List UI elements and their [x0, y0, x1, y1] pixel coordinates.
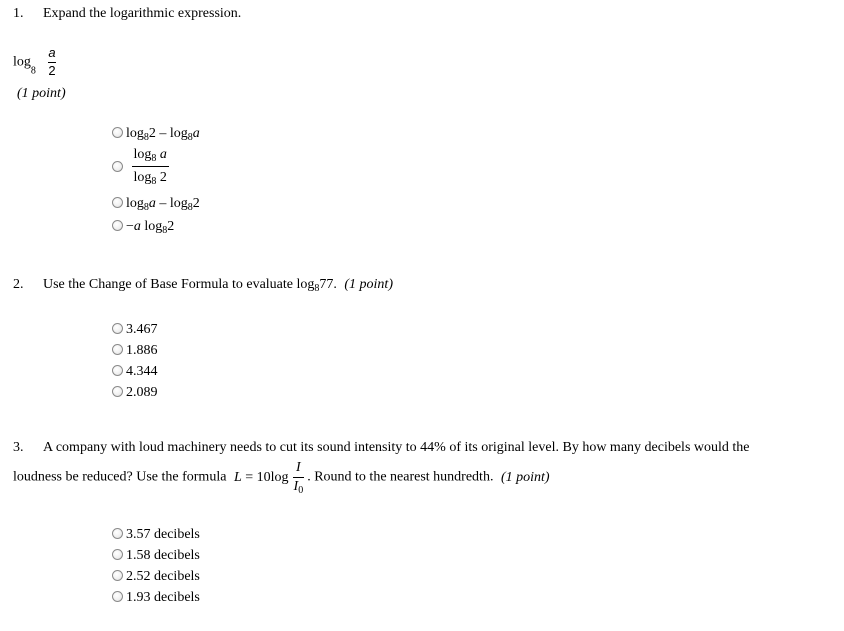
radio-button[interactable]: [112, 127, 123, 138]
answer-option[interactable]: 1.886: [112, 343, 158, 359]
points-label: (1 point): [17, 86, 66, 101]
radio-button[interactable]: [112, 323, 123, 334]
radio-button[interactable]: [112, 591, 123, 602]
answer-option[interactable]: 1.93 decibels: [112, 590, 200, 606]
answer-option[interactable]: 1.58 decibels: [112, 548, 200, 564]
fraction: $\frac{a}{2}$: [48, 45, 56, 78]
question-number: 1.: [13, 6, 24, 21]
radio-button[interactable]: [112, 197, 123, 208]
question-number: 2.: [13, 277, 24, 292]
answer-option[interactable]: 3.467: [112, 322, 158, 338]
answer-option[interactable]: [112, 147, 169, 186]
answer-option[interactable]: $\log_82 - \log_8a$: [112, 126, 200, 142]
answer-option[interactable]: −a $\log_82$: [112, 219, 174, 235]
radio-button[interactable]: [112, 549, 123, 560]
radio-button[interactable]: [112, 528, 123, 539]
radio-button[interactable]: [112, 161, 123, 172]
points-label: (1 point): [344, 277, 393, 292]
question-prompt: Expand the logarithmic expression.: [43, 6, 242, 21]
question-prompt-line-1: A company with loud machinery needs to cut its sound intensity to 44% of its original level. By how many decibels would the: [43, 440, 750, 455]
points-label: (1 point): [500, 469, 550, 485]
radio-button[interactable]: [112, 570, 123, 581]
log-expression: $\log_8$ $\frac{a}{2}$: [13, 45, 56, 78]
radio-button[interactable]: [112, 220, 123, 231]
fraction: $\frac{\log_8 a}{\log_8 2}$: [133, 147, 167, 188]
radio-button[interactable]: [112, 344, 123, 355]
answer-option[interactable]: 2.089: [112, 385, 158, 401]
question-prompt-line-2: loudness be reduced? Use the formula L = 10log $\frac{I}{I_0}$ . Round to the nearest hundredth. (1 point): [13, 460, 550, 497]
answer-option[interactable]: 2.52 decibels: [112, 569, 200, 585]
answer-option[interactable]: 3.57 decibels: [112, 527, 200, 543]
radio-button[interactable]: [112, 365, 123, 376]
question-prompt: Use the Change of Base Formula to evaluate $\log_877$. (1 point): [43, 277, 393, 294]
decibel-formula: L = 10log $\frac{I}{I_0}$: [233, 460, 304, 497]
answer-option[interactable]: 4.344: [112, 364, 158, 380]
question-number: 3.: [13, 440, 24, 455]
fraction: $\frac{I}{I_0}$: [293, 460, 304, 497]
answer-option[interactable]: $\log_8a - \log_82$: [112, 196, 200, 212]
radio-button[interactable]: [112, 386, 123, 397]
